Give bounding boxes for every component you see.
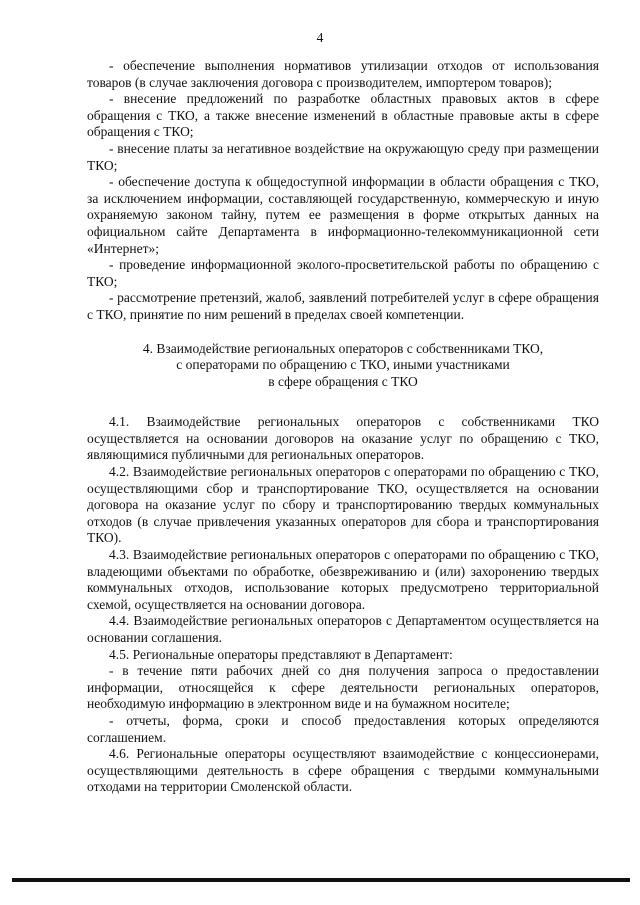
section-heading: [87, 341, 599, 391]
list-item: - проведение информационной эколого-просветительской работы по обращению с ТКО;: [87, 257, 599, 289]
section-heading-line: с операторами по обращению с ТКО, иными участниками: [176, 357, 510, 373]
list-item: - рассмотрение претензий, жалоб, заявлений потребителей услуг в сфере обращения с ТКО, принятие по ним решений в пределах своей компетенции.: [87, 290, 599, 322]
paragraph-4-4: 4.4. Взаимодействие региональных операторов с Департаментом осуществляется на основании соглашения.: [87, 613, 599, 645]
paragraph-4-5: 4.5. Региональные операторы представляют в Департамент:: [109, 646, 453, 662]
list-item: - обеспечение доступа к общедоступной информации в области обращения с ТКО, за исключением информации, составляющей государственную, коммерческую и иную охраняемую законом тайну, путем ее размещения в форме открытых данных на официальном сайте Департамента в информационно-телекоммуникационной сети «Интернет»;: [87, 174, 599, 256]
paragraph-4-1: 4.1. Взаимодействие региональных операторов с собственниками ТКО осуществляется на основании договоров на оказание услуг по обращению с ТКО, являющимися публичными для региональных операторов.: [87, 414, 599, 463]
paragraph-4-3: 4.3. Взаимодействие региональных операторов с операторами по обращению с ТКО, владеющими объектами по обработке, обезвреживанию и (или) захоронению твердых коммунальных отходов, использование которых предусмотрено территориальной схемой, осуществляется на основании договора.: [87, 547, 599, 612]
list-item: - обеспечение выполнения нормативов утилизации отходов от использования товаров (в случае заключения договора с производителем, импортером товаров);: [87, 58, 599, 90]
list-item: - в течение пяти рабочих дней со дня получения запроса о предоставлении информации, относящейся к сфере деятельности региональных операторов, необходимую информацию в электронном виде и на бумажном носителе;: [87, 663, 599, 712]
list-item: - внесение предложений по разработке областных правовых актов в сфере обращения с ТКО, а также внесение изменений в областные правовые акты в сфере обращения с ТКО;: [87, 91, 599, 140]
section-heading-line: в сфере обращения с ТКО: [268, 373, 418, 389]
list-item: - внесение платы за негативное воздействие на окружающую среду при размещении ТКО;: [87, 140, 599, 173]
section-heading-line: 4. Взаимодействие региональных операторов с собственниками ТКО,: [142, 340, 544, 356]
document-body: [87, 58, 599, 796]
page-number: 4: [316, 30, 324, 45]
paragraph-4-2: 4.2. Взаимодействие региональных операторов с операторами по обращению с ТКО, осуществляющими сбор и транспортирование ТКО, осуществляется на основании договора на оказание услуг по сбору и транспортированию твердых коммунальных отходов (в случае привлечения указанных операторов для сбора и транспортирования ТКО).: [87, 464, 599, 546]
bottom-rule: [12, 878, 630, 882]
list-item: - отчеты, форма, сроки и способ предоставления которых определяются соглашением.: [87, 712, 599, 745]
paragraph-4-6: 4.6. Региональные операторы осуществляют взаимодействие с концессионерами, осуществляющими деятельность в сфере обращения с твердыми коммунальными отходами на территории Смоленской области.: [87, 746, 599, 795]
